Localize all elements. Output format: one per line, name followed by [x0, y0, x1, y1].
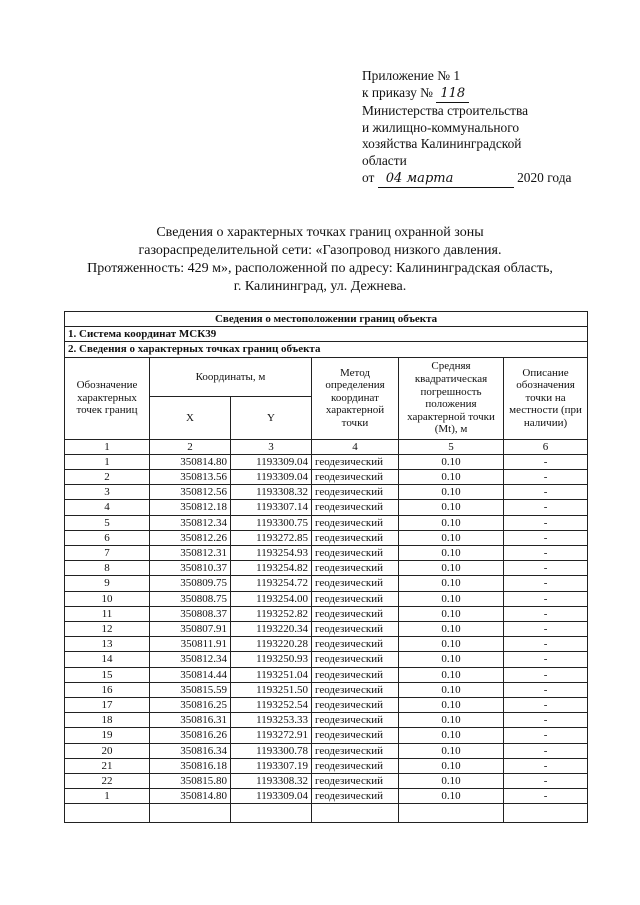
- appendix-title: Приложение № 1: [362, 68, 461, 83]
- description: -: [504, 546, 588, 561]
- method: геодезический: [312, 576, 399, 591]
- coord-x: 350815.59: [150, 682, 231, 697]
- table-row: [65, 698, 588, 713]
- coord-y: 1193220.28: [231, 637, 312, 652]
- coord-y: 1193300.78: [231, 743, 312, 758]
- coord-x: 350816.31: [150, 713, 231, 728]
- order-prefix: к приказу №: [362, 84, 433, 100]
- col-number: 1: [65, 439, 150, 454]
- coord-y: 1193251.04: [231, 667, 312, 682]
- coord-y: 1193253.33: [231, 713, 312, 728]
- description: -: [504, 454, 588, 469]
- table-row: [65, 774, 588, 789]
- description: -: [504, 606, 588, 621]
- point-number: 4: [65, 500, 150, 515]
- method: геодезический: [312, 713, 399, 728]
- error-value: 0.10: [399, 606, 504, 621]
- point-number: 1: [65, 789, 150, 804]
- coord-x: 350814.80: [150, 789, 231, 804]
- coordinates-table: [64, 311, 588, 823]
- table-empty-row: [65, 804, 588, 823]
- table-row: [65, 546, 588, 561]
- coord-x: 350812.26: [150, 530, 231, 545]
- error-value: 0.10: [399, 682, 504, 697]
- coord-y: 1193254.93: [231, 546, 312, 561]
- coord-y: 1193309.04: [231, 470, 312, 485]
- section-coordinate-system: 1. Система координат МСК39: [65, 327, 588, 342]
- column-numbers-row: [65, 439, 588, 454]
- coord-y: 1193254.82: [231, 561, 312, 576]
- table-row: [65, 591, 588, 606]
- coord-y: 1193300.75: [231, 515, 312, 530]
- coord-x: 350810.37: [150, 561, 231, 576]
- description: -: [504, 682, 588, 697]
- error-value: 0.10: [399, 667, 504, 682]
- table-row: [65, 637, 588, 652]
- error-value: 0.10: [399, 591, 504, 606]
- point-number: 10: [65, 591, 150, 606]
- point-number: 20: [65, 743, 150, 758]
- date-suffix: 2020 года: [517, 169, 572, 185]
- header-x: X: [150, 396, 231, 439]
- method: геодезический: [312, 500, 399, 515]
- coord-y: 1193308.32: [231, 774, 312, 789]
- description: -: [504, 500, 588, 515]
- error-value: 0.10: [399, 713, 504, 728]
- point-number: 22: [65, 774, 150, 789]
- table-body: [65, 454, 588, 804]
- order-number: 118: [436, 86, 469, 104]
- date-prefix: от: [362, 169, 375, 185]
- coord-y: 1193252.54: [231, 698, 312, 713]
- error-value: 0.10: [399, 515, 504, 530]
- appendix-block: [362, 68, 622, 188]
- coord-x: 350808.75: [150, 591, 231, 606]
- coord-y: 1193251.50: [231, 682, 312, 697]
- col-number: 3: [231, 439, 312, 454]
- point-number: 6: [65, 530, 150, 545]
- point-number: 21: [65, 758, 150, 773]
- description: -: [504, 713, 588, 728]
- title-line-2: газораспределительной сети: «Газопровод низкого давления.: [138, 243, 502, 258]
- description: -: [504, 561, 588, 576]
- method: геодезический: [312, 667, 399, 682]
- description: -: [504, 743, 588, 758]
- point-number: 17: [65, 698, 150, 713]
- coord-x: 350816.26: [150, 728, 231, 743]
- coord-y: 1193307.14: [231, 500, 312, 515]
- col-number: 2: [150, 439, 231, 454]
- error-value: 0.10: [399, 530, 504, 545]
- error-value: 0.10: [399, 789, 504, 804]
- error-value: 0.10: [399, 728, 504, 743]
- error-value: 0.10: [399, 758, 504, 773]
- point-number: 18: [65, 713, 150, 728]
- order-line: [362, 85, 622, 104]
- method: геодезический: [312, 698, 399, 713]
- coord-x: 350807.91: [150, 622, 231, 637]
- coord-x: 350812.34: [150, 515, 231, 530]
- method: геодезический: [312, 652, 399, 667]
- description: -: [504, 515, 588, 530]
- error-value: 0.10: [399, 470, 504, 485]
- coord-x: 350809.75: [150, 576, 231, 591]
- error-value: 0.10: [399, 698, 504, 713]
- description: -: [504, 728, 588, 743]
- error-value: 0.10: [399, 576, 504, 591]
- description: -: [504, 667, 588, 682]
- ministry-line-1: Министерства строительства: [362, 103, 529, 119]
- title-line-4: г. Калининград, ул. Дежнева.: [233, 279, 407, 294]
- table-row: [65, 713, 588, 728]
- coord-y: 1193252.82: [231, 606, 312, 621]
- method: геодезический: [312, 515, 399, 530]
- description: -: [504, 758, 588, 773]
- col-number: 5: [399, 439, 504, 454]
- point-number: 8: [65, 561, 150, 576]
- point-number: 19: [65, 728, 150, 743]
- table-row: [65, 667, 588, 682]
- title-line-3: Протяженность: 429 м», расположенной по адресу: Калининградская область,: [87, 261, 553, 276]
- title-line-1: Сведения о характерных точках границ охранной зоны: [156, 225, 484, 240]
- error-value: 0.10: [399, 500, 504, 515]
- col-number: 4: [312, 439, 399, 454]
- method: геодезический: [312, 622, 399, 637]
- error-value: 0.10: [399, 485, 504, 500]
- coord-x: 350815.80: [150, 774, 231, 789]
- point-number: 2: [65, 470, 150, 485]
- coord-y: 1193254.72: [231, 576, 312, 591]
- description: -: [504, 637, 588, 652]
- description: -: [504, 470, 588, 485]
- point-number: 13: [65, 637, 150, 652]
- description: -: [504, 774, 588, 789]
- table-row: [65, 500, 588, 515]
- coord-y: 1193220.34: [231, 622, 312, 637]
- coord-y: 1193250.93: [231, 652, 312, 667]
- header-y: Y: [231, 396, 312, 439]
- date-line: [362, 170, 622, 189]
- table-row: [65, 515, 588, 530]
- table-caption: Сведения о местоположении границ объекта: [65, 312, 588, 327]
- point-number: 14: [65, 652, 150, 667]
- coord-x: 350816.34: [150, 743, 231, 758]
- coord-x: 350816.18: [150, 758, 231, 773]
- ministry-line-4: области: [362, 152, 407, 168]
- point-number: 7: [65, 546, 150, 561]
- point-number: 12: [65, 622, 150, 637]
- coord-x: 350816.25: [150, 698, 231, 713]
- point-number: 3: [65, 485, 150, 500]
- coord-x: 350812.34: [150, 652, 231, 667]
- method: геодезический: [312, 606, 399, 621]
- coord-x: 350813.56: [150, 470, 231, 485]
- table-row: [65, 743, 588, 758]
- coord-x: 350814.80: [150, 454, 231, 469]
- coord-x: 350814.44: [150, 667, 231, 682]
- table-row: [65, 758, 588, 773]
- point-number: 9: [65, 576, 150, 591]
- method: геодезический: [312, 682, 399, 697]
- error-value: 0.10: [399, 454, 504, 469]
- table-row: [65, 485, 588, 500]
- error-value: 0.10: [399, 652, 504, 667]
- point-number: 15: [65, 667, 150, 682]
- method: геодезический: [312, 728, 399, 743]
- point-number: 16: [65, 682, 150, 697]
- method: геодезический: [312, 546, 399, 561]
- coord-y: 1193272.91: [231, 728, 312, 743]
- header-method: Метод определения координат характерной точки: [312, 357, 399, 439]
- description: -: [504, 698, 588, 713]
- point-number: 5: [65, 515, 150, 530]
- coord-x: 350812.56: [150, 485, 231, 500]
- table-row: [65, 530, 588, 545]
- ministry-line-2: и жилищно-коммунального: [362, 119, 520, 135]
- table-row: [65, 470, 588, 485]
- date-handwritten: 04 марта: [385, 170, 454, 186]
- header-coordinates: Координаты, м: [150, 357, 312, 396]
- coord-y: 1193272.85: [231, 530, 312, 545]
- description: -: [504, 576, 588, 591]
- table-row: [65, 606, 588, 621]
- description: -: [504, 530, 588, 545]
- description: -: [504, 789, 588, 804]
- table-row: [65, 682, 588, 697]
- coord-x: 350812.31: [150, 546, 231, 561]
- method: геодезический: [312, 591, 399, 606]
- method: геодезический: [312, 561, 399, 576]
- method: геодезический: [312, 758, 399, 773]
- coord-y: 1193308.32: [231, 485, 312, 500]
- table-row: [65, 561, 588, 576]
- table-row: [65, 728, 588, 743]
- coord-y: 1193309.04: [231, 789, 312, 804]
- method: геодезический: [312, 485, 399, 500]
- error-value: 0.10: [399, 774, 504, 789]
- header-designation: Обозначение характерных точек границ: [65, 357, 150, 439]
- coord-x: 350808.37: [150, 606, 231, 621]
- header-description: Описание обозначения точки на местности (при наличии): [504, 357, 588, 439]
- header-error: Средняя квадратическая погрешность положения характерной точки (Mt), м: [399, 357, 504, 439]
- coord-x: 350811.91: [150, 637, 231, 652]
- method: геодезический: [312, 530, 399, 545]
- method: геодезический: [312, 789, 399, 804]
- ministry-line-3: хозяйства Калининградской: [362, 136, 522, 152]
- description: -: [504, 485, 588, 500]
- point-number: 1: [65, 454, 150, 469]
- table-row: [65, 622, 588, 637]
- table-row: [65, 576, 588, 591]
- document-title: [40, 224, 600, 296]
- table-row: [65, 652, 588, 667]
- point-number: 11: [65, 606, 150, 621]
- table-row: [65, 789, 588, 804]
- method: геодезический: [312, 774, 399, 789]
- coord-y: 1193254.00: [231, 591, 312, 606]
- method: геодезический: [312, 637, 399, 652]
- error-value: 0.10: [399, 622, 504, 637]
- coord-x: 350812.18: [150, 500, 231, 515]
- description: -: [504, 591, 588, 606]
- coord-y: 1193307.19: [231, 758, 312, 773]
- table-row: [65, 454, 588, 469]
- error-value: 0.10: [399, 637, 504, 652]
- method: геодезический: [312, 743, 399, 758]
- method: геодезический: [312, 470, 399, 485]
- error-value: 0.10: [399, 561, 504, 576]
- section-boundary-points: 2. Сведения о характерных точках границ объекта: [65, 342, 588, 357]
- error-value: 0.10: [399, 546, 504, 561]
- description: -: [504, 652, 588, 667]
- coord-y: 1193309.04: [231, 454, 312, 469]
- col-number: 6: [504, 439, 588, 454]
- description: -: [504, 622, 588, 637]
- method: геодезический: [312, 454, 399, 469]
- error-value: 0.10: [399, 743, 504, 758]
